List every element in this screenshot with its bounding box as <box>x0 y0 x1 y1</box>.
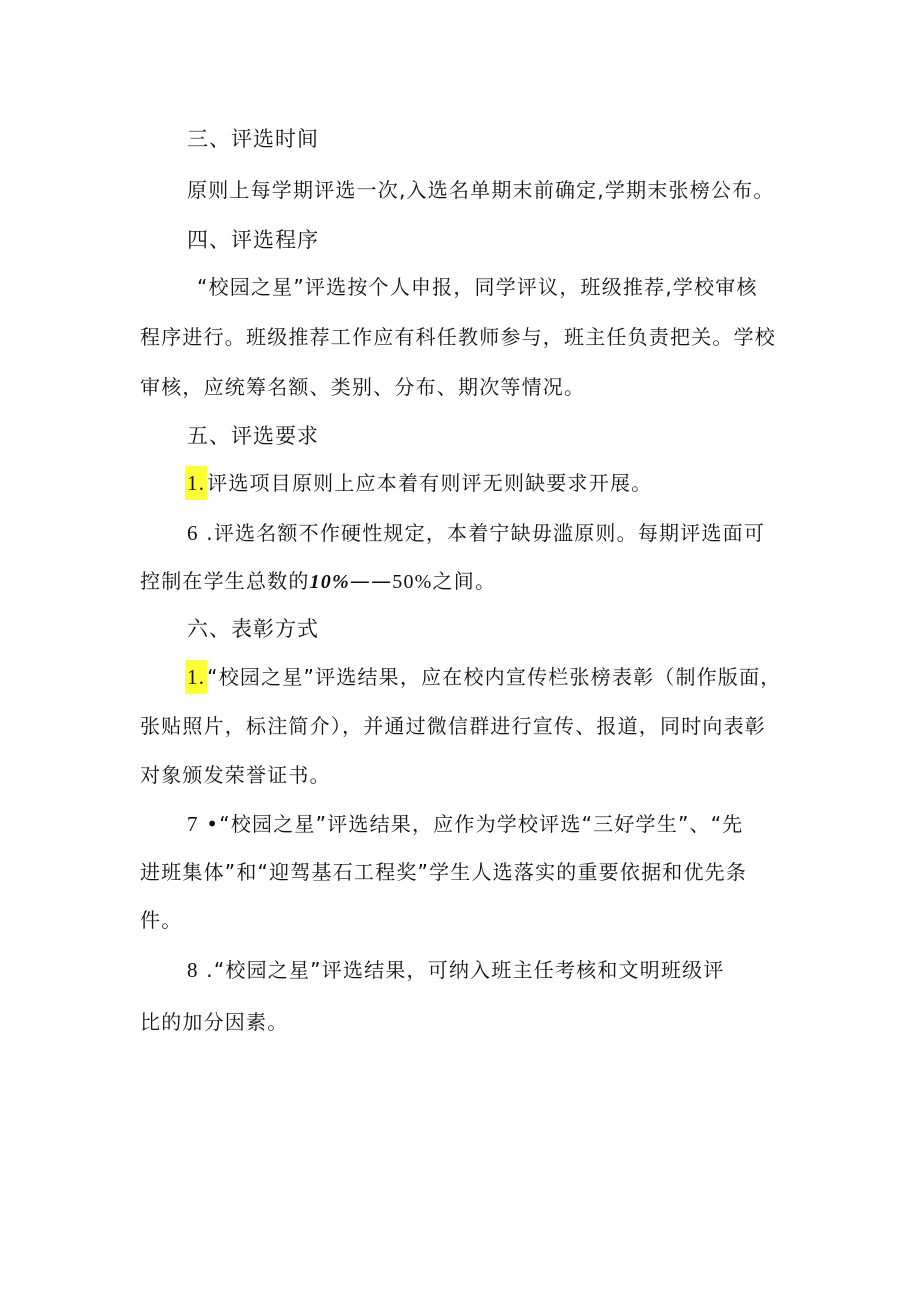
item-number: 8 <box>187 958 199 982</box>
percent-low: 10% <box>309 571 350 593</box>
commendation-item-1-line-3: 对象颁发荣誉证书。 <box>140 763 331 787</box>
commendation-item-2-text-1: •“校园之星”评选结果，应作为学校评选“三好学生”、“先 <box>198 812 744 836</box>
range-dash: —— <box>349 569 393 593</box>
highlighted-number: 1. <box>185 466 207 500</box>
procedure-line-1: “校园之星”评选按个人申报，同学评议，班级推荐,学校审核 <box>197 275 758 299</box>
commendation-item-1-text-1: “校园之星”评选结果，应在校内宣传栏张榜表彰（制作版面， <box>207 665 782 689</box>
procedure-line-2: 程序进行。班级推荐工作应有科任教师参与，班主任负责把关。学校 <box>140 325 776 349</box>
requirement-item-2-line-1 <box>187 518 765 548</box>
highlighted-number: 1. <box>185 660 207 694</box>
procedure-line-3: 审核，应统筹名额、类别、分布、期次等情况。 <box>140 375 586 399</box>
requirement-item-2-line-2 <box>140 566 496 597</box>
item-number: 7 <box>187 812 199 836</box>
section-heading-timing: 三、评选时间 <box>187 127 319 151</box>
requirement-item-2-suffix: 之间。 <box>432 569 497 593</box>
percent-high: 50% <box>392 571 433 593</box>
commendation-item-3-text-1: .“校园之星”评选结果，可纳入班主任考核和文明班级评 <box>198 958 725 982</box>
requirement-item-1 <box>185 466 652 500</box>
section-heading-commendation: 六、表彰方式 <box>187 617 319 641</box>
requirement-item-1-text: 评选项目原则上应本着有则评无则缺要求开展。 <box>207 471 653 495</box>
requirement-item-2-text-1: .评选名额不作硬性规定，本着宁缺毋滥原则。每期评选面可 <box>198 521 766 545</box>
section-heading-requirements: 五、评选要求 <box>187 424 319 448</box>
commendation-item-1-line-2: 张贴照片，标注简介），并通过微信群进行宣传、报道，同时向表彰 <box>140 714 766 738</box>
commendation-item-2-line-1 <box>187 809 743 839</box>
item-number: 6 <box>187 521 199 545</box>
commendation-item-3-line-2: 比的加分因素。 <box>140 1010 289 1034</box>
commendation-item-3-line-1 <box>187 955 725 985</box>
commendation-item-2-line-2: 进班集体”和“迎驾基石工程奖”学生人选落实的重要依据和优先条 <box>140 860 748 884</box>
commendation-item-1-line-1 <box>185 660 781 694</box>
section-body-timing: 原则上每学期评选一次,入选名单期末前确定,学期末张榜公布。 <box>187 178 775 202</box>
commendation-item-2-line-3: 件。 <box>140 908 183 932</box>
requirement-item-2-prefix: 控制在学生总数的 <box>140 569 310 593</box>
section-heading-procedure: 四、评选程序 <box>187 228 319 252</box>
